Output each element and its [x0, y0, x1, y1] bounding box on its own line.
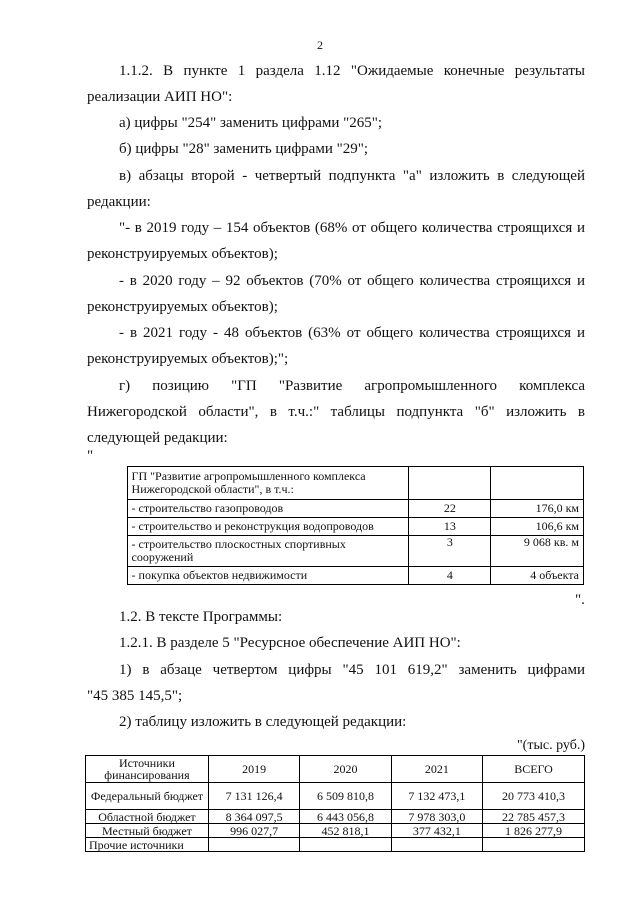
paragraph-v-cont: редакции: [87, 194, 151, 210]
paragraph-1-2-1: 1.2.1. В разделе 5 "Ресурсное обеспечение АИП НО": [119, 635, 461, 651]
header-2021: 2021 [391, 756, 482, 783]
paragraph-1-2: 1.2. В тексте Программы: [119, 609, 283, 625]
row-count: 13 [409, 518, 491, 536]
cell-value [300, 838, 391, 852]
cell-source: Прочие источники [86, 838, 209, 852]
paragraph-item-1: 1) в абзаце четвертом цифры "45 101 619,2" заменить цифрами [119, 662, 585, 678]
row-value: 4 объекта [491, 567, 584, 585]
agro-table-cell [491, 467, 584, 500]
row-value: 106,6 км [491, 518, 584, 536]
row-name: - строительство газопроводов [127, 500, 409, 518]
cell-value: 7 131 126,4 [208, 783, 299, 810]
cell-value: 6 443 056,8 [300, 810, 391, 824]
header-source: Источники финансирования [86, 756, 209, 783]
paragraph-g: г) позицию "ГП "Развитие агропромышленного комплекса [119, 378, 585, 394]
table-row [87, 518, 584, 536]
paragraph-g-cont2: следующей редакции: [87, 430, 228, 446]
units-label: "(тыс. руб.) [516, 738, 585, 753]
cell-value: 452 818,1 [300, 824, 391, 838]
agro-table-cell [409, 467, 491, 500]
row-count: 4 [409, 567, 491, 585]
paragraph-item-2: 2) таблицу изложить в следующей редакции: [119, 714, 407, 730]
cell-value: 6 509 810,8 [300, 783, 391, 810]
cell-value: 377 432,1 [391, 824, 482, 838]
cell-source: Областной бюджет [86, 810, 209, 824]
quote-close: ". [575, 592, 585, 608]
row-count: 22 [409, 500, 491, 518]
row-value: 9 068 кв. м [491, 536, 584, 567]
paragraph-2020-cont: реконструируемых объектов); [87, 299, 278, 315]
paragraph-1-1-2-cont: реализации АИП НО": [87, 89, 233, 105]
header-2019: 2019 [208, 756, 299, 783]
paragraph-2019-cont: реконструируемых объектов); [87, 246, 278, 262]
table-row [86, 824, 585, 838]
table-row [87, 500, 584, 518]
table-row [87, 567, 584, 585]
cell-source: Местный бюджет [86, 824, 209, 838]
table-row [86, 838, 585, 852]
table-row [86, 810, 585, 824]
table-header-row [86, 756, 585, 783]
row-name: - строительство и реконструкция водопроводов [127, 518, 409, 536]
cell-value: 22 785 457,3 [483, 810, 585, 824]
cell-value: 1 826 277,9 [483, 824, 585, 838]
agro-table-spacer [87, 467, 127, 585]
cell-value: 996 027,7 [208, 824, 299, 838]
paragraph-1-1-2: 1.1.2. В пункте 1 раздела 1.12 "Ожидаемые конечные результаты [119, 63, 585, 79]
paragraph-2019: "- в 2019 году – 154 объектов (68% от общего количества строящихся и [119, 220, 585, 236]
header-total: ВСЕГО [483, 756, 585, 783]
table-row [87, 536, 584, 567]
paragraph-b: б) цифры "28" заменить цифрами "29"; [119, 141, 369, 157]
cell-value [483, 838, 585, 852]
paragraph-2021: - в 2021 году - 48 объектов (63% от общего количества строящихся и [119, 325, 585, 341]
paragraph-2020: - в 2020 году – 92 объектов (70% от общего количества строящихся и [119, 273, 585, 289]
paragraph-v: в) абзацы второй - четвертый подпункта "а" изложить в следующей [119, 168, 585, 184]
cell-value [391, 838, 482, 852]
agro-table-header: ГП "Развитие агропромышленного комплекса Нижегородской области", в т.ч.: [127, 467, 409, 500]
header-2020: 2020 [300, 756, 391, 783]
quote-open: " [87, 448, 94, 464]
paragraph-a: а) цифры "254" заменить цифрами "265"; [119, 115, 383, 131]
row-name: - покупка объектов недвижимости [127, 567, 409, 585]
cell-value: 20 773 410,3 [483, 783, 585, 810]
paragraph-g-cont: Нижегородской области", в т.ч.:" таблицы подпункта "б" изложить в [87, 404, 585, 420]
table-row [86, 783, 585, 810]
paragraph-2021-cont: реконструируемых объектов);"; [87, 351, 289, 367]
row-count: 3 [409, 536, 491, 567]
cell-value: 7 132 473,1 [391, 783, 482, 810]
cell-source: Федеральный бюджет [86, 783, 209, 810]
cell-value [208, 838, 299, 852]
cell-value: 8 364 097,5 [208, 810, 299, 824]
page-number: 2 [317, 38, 323, 52]
agro-table [87, 466, 584, 585]
row-value: 176,0 км [491, 500, 584, 518]
row-name: - строительство плоскостных спортивных сооружений [127, 536, 409, 567]
cell-value: 7 978 303,0 [391, 810, 482, 824]
finance-table [85, 755, 585, 852]
paragraph-item-1-cont: "45 385 145,5"; [87, 688, 183, 704]
